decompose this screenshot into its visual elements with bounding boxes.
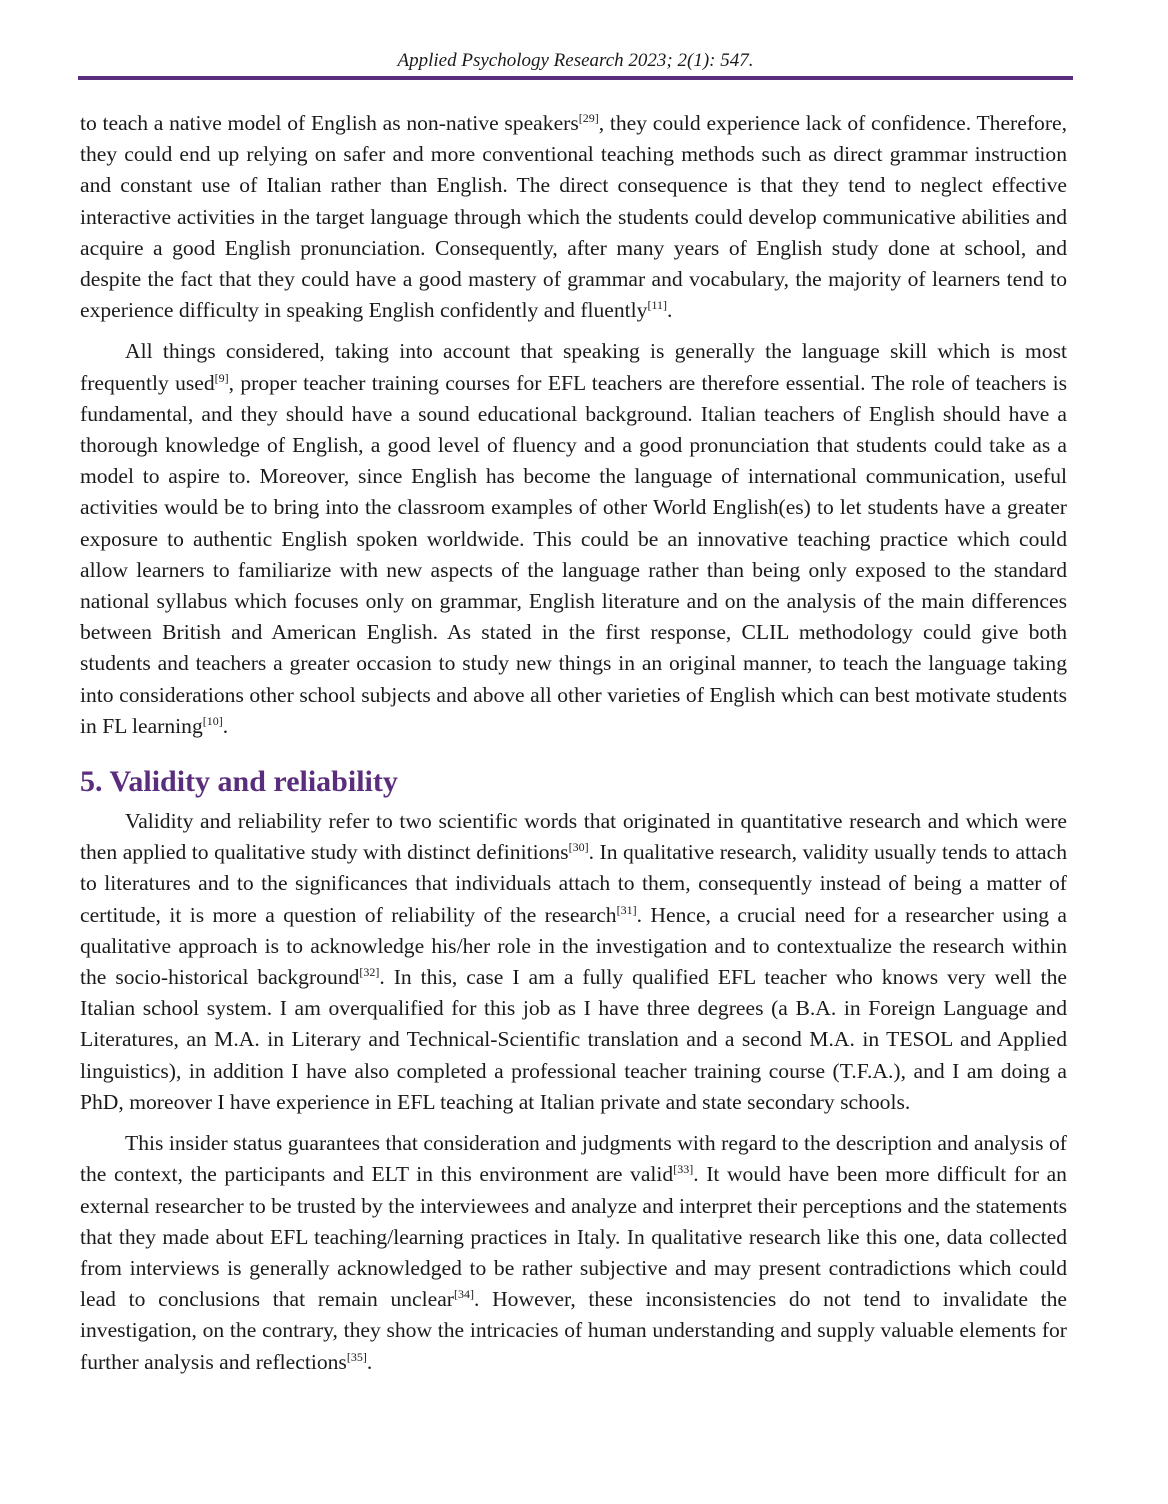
- paragraph-text: to teach a native model of English as non-native speakers: [80, 111, 579, 135]
- citation-ref: [30]: [568, 840, 589, 855]
- citation-ref: [9]: [214, 370, 229, 385]
- running-header: Applied Psychology Research 2023; 2(1): 547.: [397, 50, 754, 71]
- paragraph-text: . In this, case I am a fully qualified EFL teacher who knows very well the Italian school system. I am overqualified for this job as I have three degrees (a B.A. in Foreign Language and Literatures, an M.A. in Literary and Technical-Scientific translation and a second M.A. in TESOL and Applied linguistics), in addition I have also completed a professional teacher training course (T.F.A.), and I am doing a PhD, moreover I have experience in EFL teaching at Italian private and state secondary schools.: [80, 965, 1067, 1114]
- citation-ref: [32]: [359, 965, 380, 980]
- paragraph-text: Validity and reliability refer to two scientific words that originated in quantitative research and which were then applied to qualitative study with distinct definitions: [80, 809, 1067, 865]
- citation-ref: [35]: [346, 1349, 367, 1364]
- paragraph: [80, 336, 1067, 742]
- paragraph-text: , proper teacher training courses for EFL teachers are therefore essential. The role of teachers is fundamental, and they should have a sound educational background. Italian teachers of English should have a thorough knowledge of English, a good level of fluency and a good pronunciation that students could take as a model to aspire to. Moreover, since English has become the language of international communication, useful activities would be to bring into the classroom examples of other World English(es) to let students have a greater exposure to authentic English spoken worldwide. This could be an innovative teaching practice which could allow learners to familiarize with new aspects of the language rather than being only exposed to the standard national syllabus which focuses only on grammar, English literature and on the analysis of the main differences between British and American English. As stated in the first response, CLIL methodology could give both students and teachers a greater occasion to study new things in an original manner, to teach the language taking into considerations other school subjects and above all other varieties of English which can best motivate students in FL learning: [80, 370, 1067, 738]
- header-rule: [78, 76, 1073, 80]
- page-body: [80, 108, 1067, 1388]
- paragraph: [80, 1128, 1067, 1378]
- paragraph-text: .: [222, 713, 229, 738]
- paragraph-text: All things considered, taking into account that speaking is generally the language skill which is most frequently used: [80, 339, 1067, 395]
- citation-ref: [11]: [647, 298, 668, 313]
- paragraph-text: This insider status guarantees that consideration and judgments with regard to the description and analysis of the context, the participants and ELT in this environment are valid: [80, 1131, 1067, 1187]
- paragraph-text: . However, these inconsistencies do not tend to invalidate the investigation, on the contrary, they show the intricacies of human understanding and supply valuable elements for further analysis and reflections: [80, 1287, 1067, 1374]
- citation-ref: [33]: [673, 1162, 694, 1177]
- paragraph-text: . It would have been more difficult for an external researcher to be trusted by the interviewees and analyze and interpret their perceptions and the statements that they made about EFL teaching/learning practices in Italy. In qualitative research like this one, data collected from interviews is generally acknowledged to be rather subjective and may present contradictions which could lead to conclusions that remain unclear: [80, 1162, 1067, 1312]
- paragraph-text: .: [667, 298, 673, 323]
- section-heading: 5. Validity and reliability: [80, 765, 398, 799]
- paragraph-text: .: [366, 1349, 373, 1374]
- citation-ref: [31]: [616, 902, 637, 917]
- paragraph-text: . Hence, a crucial need for a researcher using a qualitative approach is to acknowledge his/her role in the investigation and to contextualize the research within the socio-historical background: [80, 902, 1067, 990]
- paragraph-text: , they could experience lack of confidence. Therefore, they could end up relying on safer and more conventional teaching methods such as direct grammar instruction and constant use of Italian rather than English. The direct consequence is that they tend to neglect effective interactive activities in the target language through which the students could develop communicative abilities and acquire a good English pronunciation. Consequently, after many years of English study done at school, and despite the fact that they could have a good mastery of grammar and vocabulary, the majority of learners tend to experience difficulty in speaking English confidently and fluently: [80, 111, 1067, 323]
- paragraph-continued: [80, 108, 1067, 326]
- paragraph: [80, 806, 1067, 1118]
- citation-ref: [10]: [202, 713, 223, 728]
- citation-ref: [29]: [578, 111, 599, 125]
- paragraph-text: . In qualitative research, validity usually tends to attach to literatures and to the significances that individuals attach to them, consequently instead of being a matter of certitude, it is more a question of reliability of the research: [80, 840, 1068, 927]
- citation-ref: [34]: [454, 1287, 474, 1302]
